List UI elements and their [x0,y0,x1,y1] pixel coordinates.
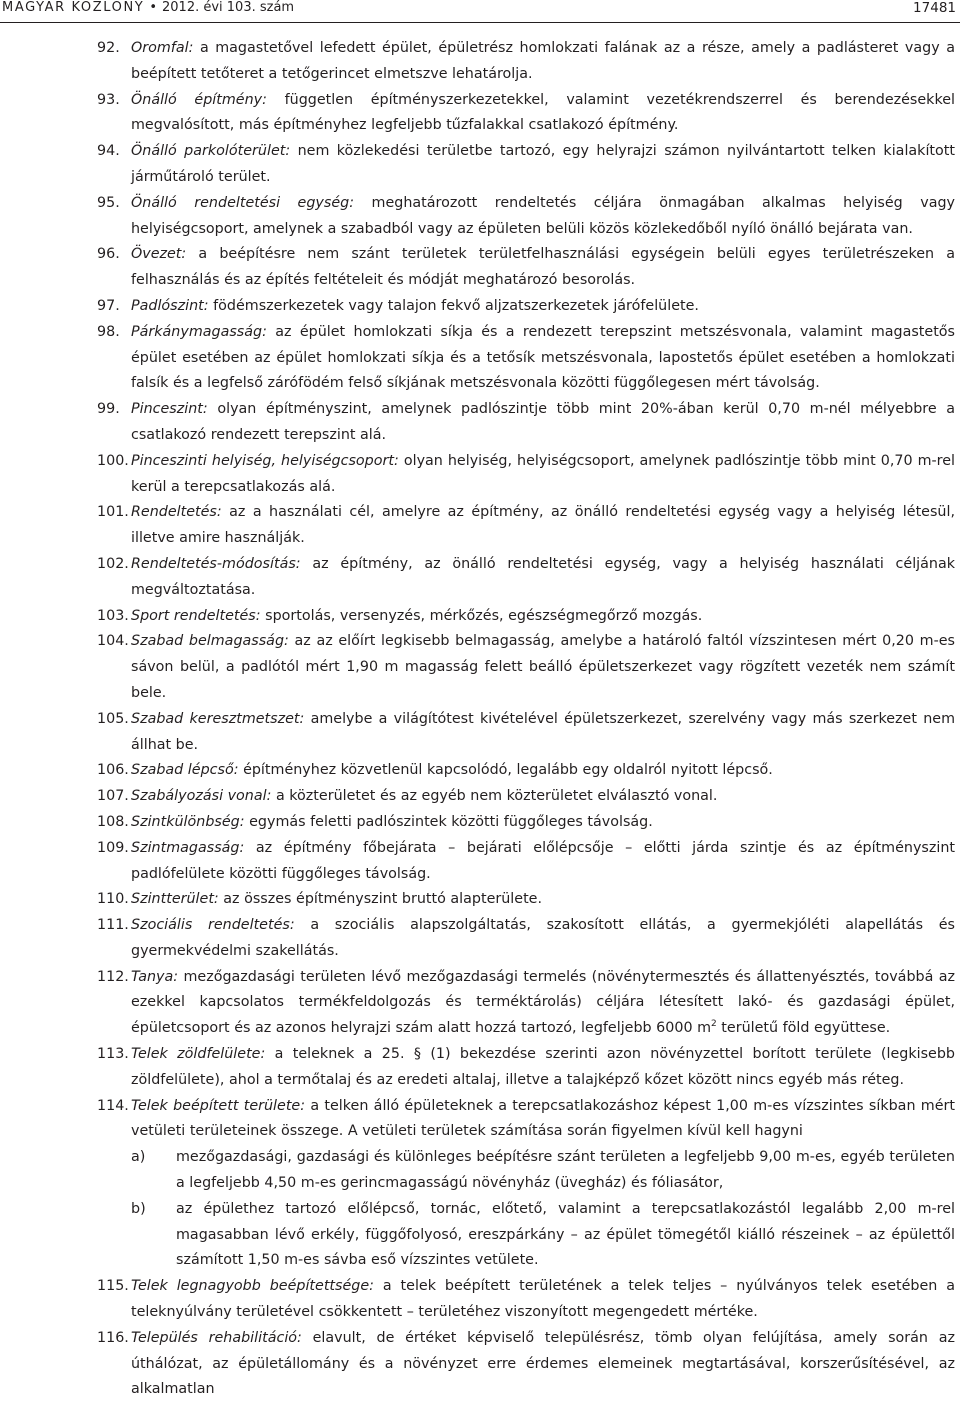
definition-text: födémszerkezetek vagy talajon fekvő aljzatszerkezetek járófelülete. [213,297,699,314]
entry-number: 96. [97,246,120,263]
definition-text: a teleknek a 25. § (1) bekezdése szerinti azon növényzettel borított területe (legkisebb zöldfelülete), ahol a termőtalaj és az eredeti altalaj, illetve a talajképző kőzet között nincs egyéb más réteg. [131,1046,955,1088]
running-title [2,0,294,15]
definition-entry [0,604,960,630]
definition-text: a telek beépített területének a telek teljes – nyúlványos telek esetében a teleknyúlvány területével csökkentett – területéhez viszonyított megengedett mértéke. [131,1278,956,1321]
sub-item [131,1145,955,1197]
definition-entry [0,500,960,552]
definition-entry [0,1326,960,1403]
definition-text: mezőgazdasági területen lévő mezőgazdasági termelés (növénytermesztés és állattenyésztés, továbbá az ezekkel kapcsolatos termékfeldolgozás és terméktárolás) céljára létesített lakó- és gazdasági épület, épületcsoport és az azonos helyrajzi szám alatt hozzá tartozó, legfeljebb 6000 m [131,968,955,1037]
definition-list [0,36,960,1403]
definition-text-continued: területű föld együttese. [716,1020,891,1037]
defined-term: Szabad lépcső: [131,762,239,779]
entry-number: 103. [97,607,129,624]
definition-text: a szociális alapszolgáltatás, szakosított ellátás, a gyermekjóléti alapellátás és gyermekvédelmi szakellátás. [131,917,956,959]
definition-entry [0,242,960,294]
entry-number: 114. [97,1097,129,1114]
entry-number: 99. [97,401,120,418]
definition-entry [0,758,960,784]
defined-term: Rendeltetés-módosítás: [131,555,301,572]
defined-term: Önálló építmény: [131,91,267,108]
definition-entry [0,88,960,140]
header-rule [0,22,960,23]
definition-text: az épület homlokzati síkja és a rendezett terepszint metszésvonala, valamint magastetős épület esetében az épület homlokzati síkja és a tetősík metszésvonala, lapostetős épület esetében a homlokzati falsík és a legfelső zárófödém felső síkjának metszésvonala közötti függőlegesen mért távolság. [131,323,956,392]
definition-text: az építmény főbejárata – bejárati előlépcsője – előtti járda szintje és az építményszint padlófelülete közötti függőleges távolság. [131,839,955,882]
page-number: 17481 [913,0,956,16]
defined-term: Szabályozási vonal: [131,788,272,805]
bullet-separator: • [149,0,157,15]
defined-term: Szociális rendeltetés: [131,917,295,934]
defined-term: Sport rendeltetés: [131,607,261,624]
defined-term: Telek zöldfelülete: [131,1046,266,1063]
entry-number: 115. [97,1278,129,1295]
definition-text: sportolás, versenyzés, mérkőzés, egészségmegőrző mozgás. [265,607,703,624]
entry-number: 101. [97,504,129,521]
definition-text: a közterületet és az egyéb nem közterületet elválasztó vonal. [275,788,718,805]
entry-number: 106. [97,762,129,779]
definition-entry [0,320,960,397]
entry-number: 113. [97,1046,129,1063]
definition-entry [0,139,960,191]
defined-term: Szintterület: [131,891,219,908]
sub-item-text: mezőgazdasági, gazdasági és különleges beépítésre szánt területen a legfeljebb 9,00 m-es, egyéb területen a legfeljebb 4,50 m-es gerincmagasságú növényház (üvegház) és fóliasátor, [176,1149,955,1192]
entry-number: 95. [97,194,120,211]
definition-text: olyan építményszint, amelynek padlószintje több mint 20%-ában kerül 0,70 m-nél mélyebbre a csatlakozó rendezett terepszint alá. [131,401,955,443]
definition-text: nem közlekedési területbe tartozó, egy helyrajzi számon nyilvántartott telken kialakított járműtároló terület. [131,143,955,185]
definition-text: elavult, de értéket képviselő településrész, tömb olyan felújítása, amely során az úthálózat, az épületállomány és a növényzet erre érdemes elemeinek megtartásával, korszerűsítésével, az alkalmatlan [131,1329,955,1398]
definition-entry [0,784,960,810]
entry-number: 110. [97,891,129,908]
definition-entry [0,707,960,759]
definition-text: olyan helyiség, helyiségcsoport, amelynek padlószintje több mint 0,70 m-rel kerül a terepcsatlakozás alá. [131,452,955,495]
entry-number: 92. [97,40,120,56]
definition-entry [0,1094,960,1275]
defined-term: Pinceszinti helyiség, helyiségcsoport: [131,452,399,469]
entry-number: 104. [97,633,129,650]
definition-text: a magastetővel lefedett épület, épületrész homlokzati falának az a része, amely a padlásteret vagy a beépített tetőteret a tetőgerincet elmetszve lehatárolja. [131,40,955,82]
definition-entry [0,1274,960,1326]
definition-entry [0,36,960,88]
definition-text: az a használati cél, amelyre az építmény, az önálló rendeltetési egység vagy a helyiség létesül, illetve amire használják. [131,504,955,547]
definition-entry [0,810,960,836]
entry-number: 98. [97,323,120,340]
defined-term: Párkánymagasság: [131,323,267,340]
entry-number: 107. [97,788,129,805]
page-header [0,0,960,20]
entry-number: 93. [97,91,120,108]
definition-text: a beépítésre nem szánt területek területfelhasználási egységein belüli egyes területrészeken a felhasználás és az építés feltételeit és módját meghatározó besorolás. [131,246,955,289]
defined-term: Szintkülönbség: [131,813,245,830]
defined-term: Szabad belmagasság: [131,633,289,650]
defined-term: Szabad keresztmetszet: [131,710,305,727]
sub-item [131,1197,955,1274]
definition-entry [0,965,960,1042]
superscript: 2 [711,1019,717,1030]
journal-name: MAGYAR KÖZLÖNY [2,0,145,15]
definition-text: amelybe a világítótest kivételével épületszerkezet, szerelvény vagy más szerkezet nem állhat be. [131,710,956,753]
definition-text: az összes építményszint bruttó alapterülete. [223,891,543,908]
definition-text: építményhez közvetlenül kapcsolódó, legalább egy oldalról nyitott lépcső. [243,762,773,779]
defined-term: Tanya: [131,968,179,985]
defined-term: Település rehabilitáció: [131,1329,302,1346]
entry-number: 108. [97,813,129,830]
definition-text: a telken álló épületeknek a terepcsatlakozáshoz képest 1,00 m-es vízszintes síkban mért vetületi területeinek összege. A vetületi területek számítása során figyelmen kívül kell hagyni [131,1097,955,1140]
entry-number: 100. [97,452,129,469]
definition-text: az építmény, az önálló rendeltetési egység, vagy a helyiség használati céljának megváltoztatása. [131,555,955,598]
definition-entry [0,629,960,706]
definition-entry [0,449,960,501]
defined-term: Övezet: [131,246,187,263]
definition-text: egymás feletti padlószintek közötti függőleges távolság. [249,813,653,830]
definition-entry [0,1042,960,1094]
definition-entry [0,191,960,243]
sub-item-text: az épülethez tartozó előlépcső, tornác, előtető, valamint a terepcsatlakozástól legalább 2,00 m-rel magasabban lévő erkély, függőfolyosó, ereszpárkány – az épület tömegétől kiálló részeinek – az épülettől számított 1,50 m-es sávba eső vízszintes vetülete. [176,1200,955,1269]
defined-term: Önálló parkolóterület: [131,143,291,160]
defined-term: Szintmagasság: [131,839,245,856]
defined-term: Telek legnagyobb beépítettsége: [131,1278,374,1295]
definition-entry [0,836,960,888]
issue-label: 2012. évi 103. szám [162,0,295,15]
definition-entry [0,397,960,449]
definition-entry [0,887,960,913]
defined-term: Rendeltetés: [131,504,222,521]
definition-entry [0,913,960,965]
entry-number: 97. [97,297,120,314]
defined-term: Pinceszint: [131,401,208,418]
sub-item-label: b) [131,1200,146,1217]
definition-entry [0,552,960,604]
entry-number: 102. [97,555,129,572]
entry-number: 112. [97,968,129,985]
entry-number: 116. [97,1329,129,1346]
defined-term: Oromfal: [131,40,194,56]
defined-term: Telek beépített területe: [131,1097,306,1114]
definition-text: az az előírt legkisebb belmagasság, amelybe a határoló faltól vízszintesen mért 0,20 m-es sávon belül, a padlótól mért 1,90 m magasság felett beálló épületszerkezet vagy rögzített vezeték nem számít bele. [131,633,955,701]
sub-item-label: a) [131,1149,146,1166]
entry-number: 94. [97,143,120,160]
definition-text: független építményszerkezetekkel, valamint vezetékrendszerrel és berendezésekkel megvalósított, más építményhez legfeljebb tűzfalakkal csatlakozó építmény. [131,91,955,134]
entry-number: 105. [97,710,129,727]
entry-number: 111. [97,917,129,934]
entry-number: 109. [97,839,129,856]
definition-text: meghatározott rendeltetés céljára önmagában alkalmas helyiség vagy helyiségcsoport, amelynek a szabadból vagy az épületen belüli közös közlekedőből nyíló önálló bejárata van. [131,194,955,237]
defined-term: Önálló rendeltetési egység: [131,194,355,211]
defined-term: Padlószint: [131,297,209,314]
definition-entry [0,294,960,320]
